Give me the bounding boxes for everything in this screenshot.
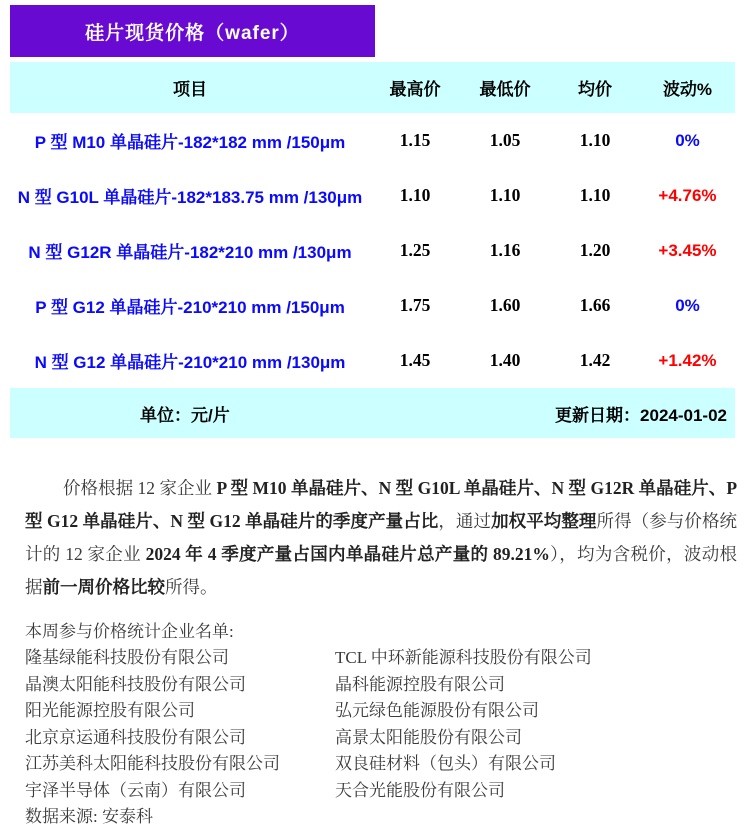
company-name: 北京京运通科技股份有限公司 [25, 727, 246, 747]
low-price: 1.60 [489, 295, 521, 315]
wafer-price-report [0, 5, 746, 835]
note-segment: 价格根据 12 家企业 [63, 478, 217, 498]
update-date-label: 更新日期：2024-01-02 [555, 405, 727, 425]
high-price: 1.75 [399, 295, 431, 315]
note-segment: 所得。 [165, 577, 218, 597]
note-segment: 所得（参与价格统计的 12 家企业 [25, 511, 738, 564]
company-name: 晶澳太阳能科技股份有限公司 [25, 674, 246, 694]
methodology-note [25, 472, 737, 604]
low-price: 1.10 [489, 185, 521, 205]
table-row [10, 113, 735, 168]
note-segment: ，通过 [438, 511, 492, 531]
table-footer-row [10, 388, 735, 438]
note-segment: ），均为含税价，波动根据 [25, 544, 738, 597]
low-price: 1.16 [489, 240, 521, 260]
data-source-label: 数据来源: 安泰科 [25, 807, 153, 826]
item-name: P 型 M10 单晶硅片-182*182 mm /150μm [34, 133, 346, 152]
high-price: 1.10 [399, 185, 431, 205]
table-row [10, 168, 735, 223]
company-name: 江苏美科太阳能科技股份有限公司 [25, 754, 280, 773]
company-list [25, 645, 746, 804]
avg-price: 1.42 [579, 350, 611, 370]
company-name: 天合光能股份有限公司 [335, 780, 505, 800]
item-name: P 型 G12 单晶硅片-210*210 mm /150μm [35, 298, 345, 317]
item-name: N 型 G12R 单晶硅片-182*210 mm /130μm [28, 243, 352, 262]
change-pct: +4.76% [658, 185, 717, 205]
company-name: 双良硅材料（包头）有限公司 [335, 754, 556, 773]
note-segment-bold: 前一周价格比较 [42, 577, 165, 597]
item-name: N 型 G10L 单晶硅片-182*183.75 mm /130μm [17, 188, 363, 207]
change-pct: 0% [675, 130, 700, 150]
company-name: 晶科能源控股有限公司 [335, 674, 505, 694]
wafer-price-table [10, 62, 735, 438]
note-segment-bold: 2024 年 4 季度产量占国内单晶硅片总产量的 89.21% [145, 544, 550, 564]
high-price: 1.25 [399, 240, 431, 260]
table-row [10, 333, 735, 388]
low-price: 1.05 [489, 130, 521, 150]
note-segment-bold: 加权平均整理 [491, 511, 597, 531]
column-header-avg: 均价 [578, 80, 612, 99]
item-name: N 型 G12 单晶硅片-210*210 mm /130μm [34, 353, 346, 372]
high-price: 1.45 [399, 350, 431, 370]
company-list-title: 本周参与价格统计企业名单: [25, 622, 234, 641]
report-title: 硅片现货价格（wafer） [85, 22, 300, 44]
company-name: 宇泽半导体（云南）有限公司 [25, 780, 246, 800]
table-header-row [10, 62, 735, 113]
company-name: 阳光能源控股有限公司 [25, 701, 195, 720]
column-header-item: 项目 [173, 80, 207, 99]
company-list-section [25, 618, 746, 831]
company-name: 隆基绿能科技股份有限公司 [25, 648, 229, 667]
change-pct: +3.45% [658, 240, 717, 260]
company-list-right-column [335, 645, 746, 804]
avg-price: 1.66 [579, 295, 611, 315]
change-pct: 0% [675, 295, 700, 315]
avg-price: 1.10 [579, 130, 611, 150]
change-pct: +1.42% [658, 350, 717, 370]
column-header-change: 波动% [662, 80, 713, 99]
company-list-left-column [25, 645, 335, 804]
avg-price: 1.20 [579, 240, 611, 260]
company-name: 弘元绿色能源股份有限公司 [335, 701, 539, 720]
note-segment-bold: P 型 M10 单晶硅片、N 型 G10L 单晶硅片、N 型 G12R 单晶硅片、P 型 G12 单晶硅片、N 型 G12 单晶硅片的季度产量占比 [25, 478, 738, 531]
table-row [10, 223, 735, 278]
high-price: 1.15 [399, 130, 431, 150]
column-header-low: 最低价 [479, 80, 531, 99]
low-price: 1.40 [489, 350, 521, 370]
unit-label: 单位：元/片 [140, 405, 230, 425]
avg-price: 1.10 [579, 185, 611, 205]
company-name: TCL 中环新能源科技股份有限公司 [335, 648, 592, 667]
table-row [10, 278, 735, 333]
column-header-high: 最高价 [389, 80, 441, 99]
report-title-banner [10, 5, 375, 57]
company-name: 高景太阳能股份有限公司 [335, 727, 522, 747]
